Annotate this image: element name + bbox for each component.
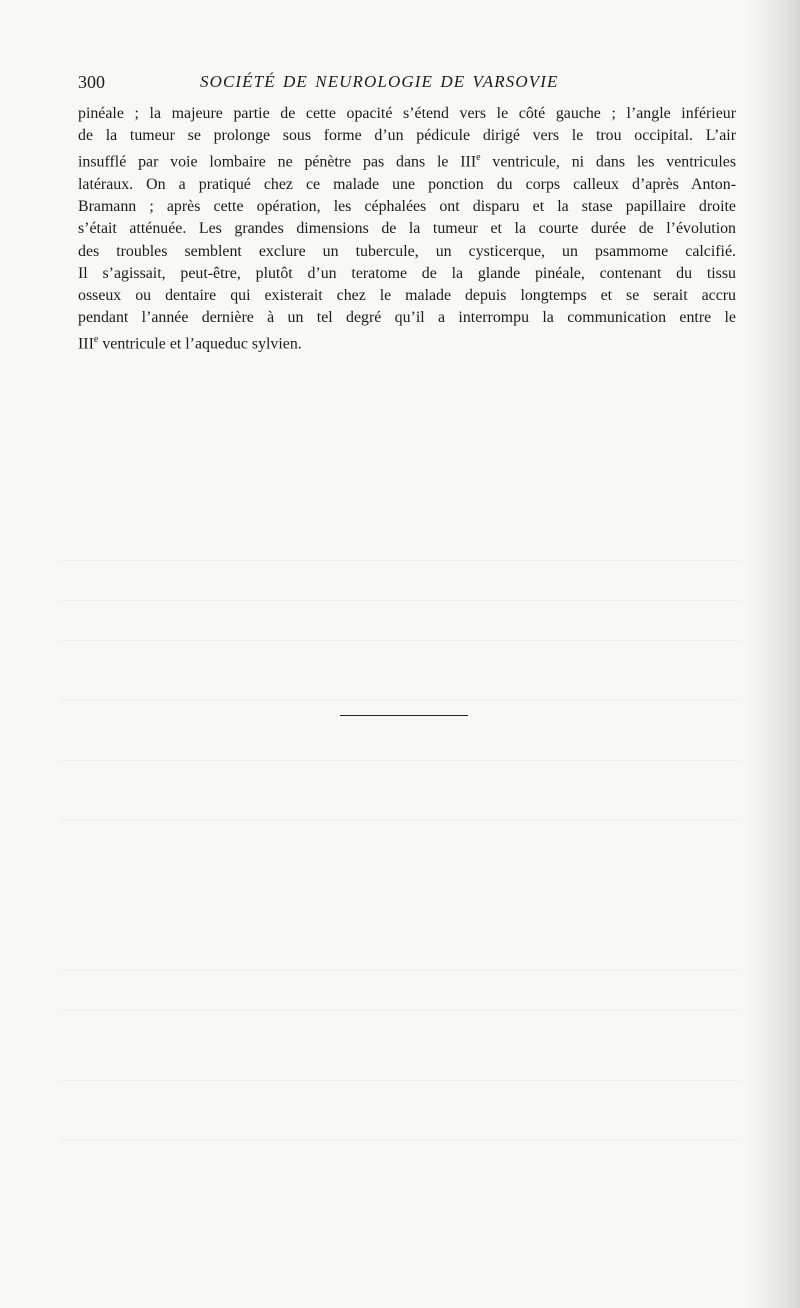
show-through-line	[60, 760, 740, 761]
text-line: IIIe ventricule et l’aqueduc sylvien.	[78, 334, 302, 353]
text-line: Il s’agissait, peut-être, plutôt d’un teratome de la glande pinéale, contenant du tissu	[78, 264, 736, 282]
running-title: SOCIÉTÉ DE NEUROLOGIE DE VARSOVIE	[200, 72, 559, 91]
show-through-line	[60, 1140, 740, 1141]
text-line: osseux ou dentaire qui existerait chez le malade depuis longtemps et se serait accru	[78, 286, 736, 304]
show-through-line	[60, 1080, 740, 1081]
text-line: des troubles semblent exclure un tubercule, un cysticerque, un psammome calcifié.	[78, 242, 736, 260]
show-through-line	[60, 700, 740, 701]
text-line: insufflé par voie lombaire ne pénètre pas dans le IIIe ventricule, ni dans les ventricules	[78, 152, 736, 171]
section-divider-rule	[340, 715, 468, 716]
text-line: Bramann ; après cette opération, les céphalées ont disparu et la stase papillaire droite	[78, 198, 736, 216]
show-through-line	[60, 640, 740, 641]
show-through-line	[60, 820, 740, 821]
text-line: pendant l’année dernière à un tel degré qu’il a interrompu la communication entre le	[78, 309, 736, 327]
text-line: de la tumeur se prolonge sous forme d’un pédicule dirigé vers le trou occipital. L’air	[78, 127, 736, 145]
page-header	[78, 72, 738, 98]
ordinal-suffix: e	[476, 152, 481, 164]
text-line: pinéale ; la majeure partie de cette opacité s’étend vers le côté gauche ; l’angle inférieur	[78, 105, 736, 122]
ordinal-suffix: e	[93, 334, 99, 346]
show-through-line	[60, 600, 740, 601]
page-number: 300	[78, 72, 105, 92]
show-through-line	[60, 970, 740, 971]
show-through-line	[60, 560, 740, 561]
text-line: s’était atténuée. Les grandes dimensions de la tumeur et la courte durée de l’évolution	[78, 220, 736, 238]
body-paragraph	[78, 103, 736, 356]
text-line: latéraux. On a pratiqué chez ce malade une ponction du corps calleux d’après Anton-	[78, 175, 736, 193]
show-through-line	[60, 1010, 740, 1011]
